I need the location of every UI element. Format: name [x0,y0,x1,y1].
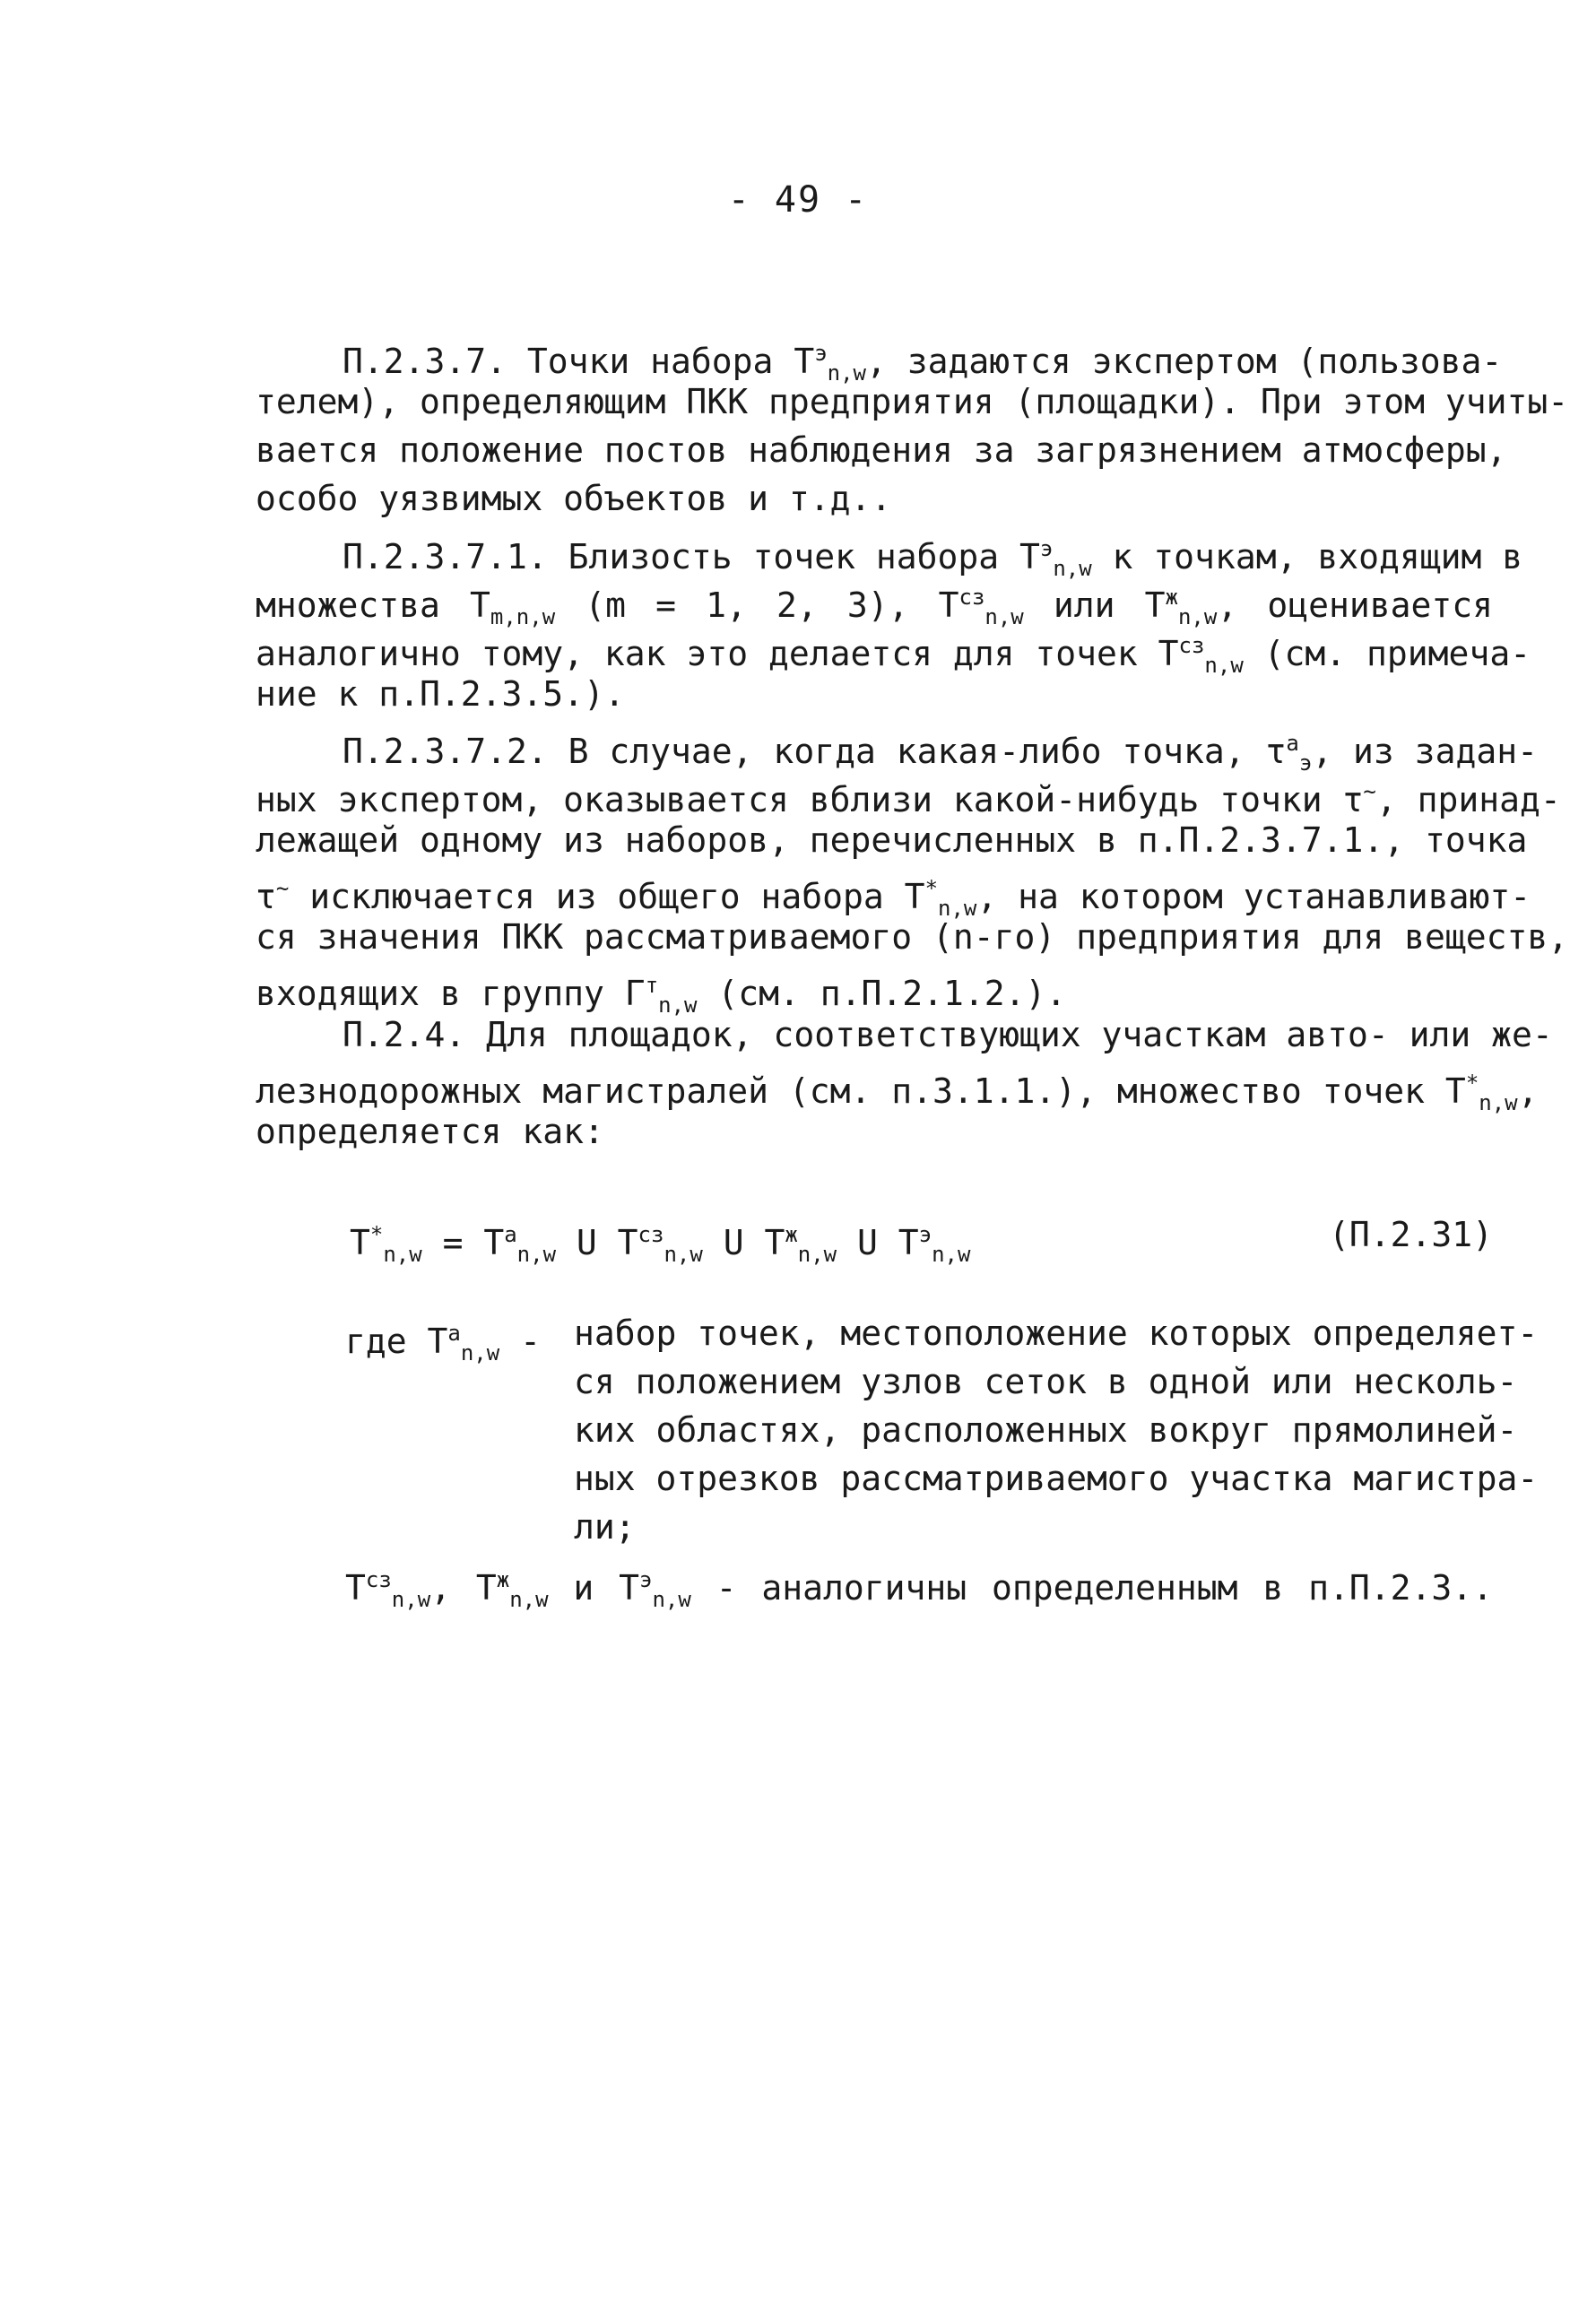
text-run: П.2.3.7.2. В случае, когда какая-либо точка, τ [343,732,1287,771]
text-run: где Т [345,1322,448,1361]
page-number: - 49 - [727,179,869,221]
text-run: лезнодорожных магистралей (см. п.3.1.1.), множество точек Т [256,1071,1466,1111]
subscript: n,w [516,1242,557,1267]
paragraph-2-3-7-2-line-3: лежащей одному из наборов, перечисленных в п.П.2.3.7.1., точка [256,820,1528,860]
subscript: n,w [1177,604,1218,629]
where-line-5: ли; [574,1507,636,1547]
subscript: n,w [658,993,698,1018]
text-run: U Т [837,1223,919,1262]
paragraph-2-3-7-2-line-1 [343,719,1538,776]
superscript: a [504,1222,517,1247]
text-run: , принад- [1375,780,1561,819]
paragraph-2-3-7-1-line-1 [343,524,1523,581]
text-run: ных экспертом, оказывается вблизи какой-нибудь точки τ [256,780,1364,819]
text-run: - аналогичны определенным в п.П.2.3.. [690,1568,1493,1608]
subscript: n,w [932,1242,971,1267]
subscript: n,w [460,1340,500,1365]
paragraph-2-3-7-1-line-3 [256,621,1531,678]
superscript: э [814,341,828,366]
where-line-2: ся положением узлов сеток в одной или несколь- [574,1362,1518,1401]
subscript: n,w [652,1587,691,1612]
subscript: n,w [984,604,1024,629]
text-run: (см. п.П.2.1.2.). [697,974,1067,1013]
superscript: * [1465,1071,1479,1096]
paragraph-2-3-7-1-line-4: ние к п.П.2.3.5.). [256,674,625,714]
superscript: ж [1165,585,1178,610]
subscript: n,w [383,1242,422,1267]
superscript: э [1039,536,1054,561]
text-run: входящих в группу Г [256,974,646,1013]
paragraph-2-3-7-line-2: телем), определяющим ПКК предприятия (площадки). При этом учиты- [256,382,1569,421]
text-run: и Т [548,1568,640,1608]
superscript: э [639,1567,653,1592]
superscript: ~ [1363,779,1376,804]
superscript: ~ [275,876,290,901]
superscript: * [369,1222,384,1247]
subscript: n,w [1204,653,1244,678]
text-run: U Т [556,1223,638,1262]
superscript: * [924,876,939,901]
text-run: П.2.3.7. Точки набора Т [343,342,815,381]
text-run: , оценивается [1217,585,1493,625]
superscript: сз [1178,633,1205,658]
paragraph-2-4-line-2 [256,1059,1539,1115]
paragraph-2-3-7-2-line-6 [256,961,1493,1018]
definitions-line [345,1556,1493,1624]
where-line-1: набор точек, местоположение которых определяет- [574,1313,1539,1353]
text-run: или Т [1023,585,1166,625]
text-run: множества Т [256,585,490,625]
paragraph-2-3-7-line-3: вается положение постов наблюдения за загрязнением атмосферы, [256,430,1507,470]
subscript: n,w [938,896,977,921]
paragraph-2-4-line-3: определяется как: [256,1112,604,1151]
formula-p-2-31 [350,1210,970,1279]
text-run: аналогично тому, как это делается для точек Т [256,634,1179,673]
text-run: , из задан- [1312,732,1538,771]
superscript: сз [365,1567,392,1592]
paragraph-2-4-line-1: П.2.4. Для площадок, соответствующих участкам авто- или же- [343,1015,1553,1054]
subscript: n,w [664,1242,703,1267]
paragraph-2-3-7-2-line-5: ся значения ПКК рассматриваемого (n-го) предприятия для веществ, [256,917,1569,957]
text-run: П.2.3.7.1. Близость точек набора Т [343,537,1040,576]
where-line-4: ных отрезков рассматриваемого участка магистра- [574,1459,1539,1498]
subscript: n,w [827,360,867,386]
subscript: n,w [1479,1090,1518,1115]
superscript: a [1286,731,1299,756]
text-run: = Т [421,1223,505,1262]
superscript: a [447,1321,461,1346]
where-label [345,1309,541,1377]
superscript: ж [785,1222,798,1247]
superscript: э [918,1222,932,1247]
text-run: исключается из общего набора Т [289,877,925,916]
text-run: Т [350,1223,370,1262]
text-run: - [499,1322,541,1361]
superscript: сз [958,585,985,610]
paragraph-2-3-7-line-1 [343,329,1503,386]
text-run: Т [345,1568,366,1608]
paragraph-2-3-7-line-4: особо уязвимых объектов и т.д.. [256,479,892,518]
subscript: n,w [1053,556,1092,581]
subscript: э [1298,750,1313,776]
subscript: n,w [509,1587,549,1612]
paragraph-2-3-7-2-line-2 [256,767,1561,819]
subscript: n,w [797,1242,837,1267]
subscript: n,w [391,1587,431,1612]
paragraph-2-3-7-2-line-4 [256,864,1531,921]
text-run: , Т [430,1568,497,1608]
text-run: , задаются экспертом (пользова- [866,342,1503,381]
text-run: (m = 1, 2, 3), Т [555,585,959,625]
text-run: , на котором устанавливают- [976,877,1531,916]
text-run: , [1517,1071,1539,1111]
text-run: U Т [702,1223,785,1262]
paragraph-2-3-7-1-line-2 [256,573,1493,629]
text-run: (см. примеча- [1243,634,1531,673]
text-run: к точкам, входящим в [1091,537,1523,576]
where-line-3: ких областях, расположенных вокруг прямолиней- [574,1410,1518,1450]
subscript: m,n,w [490,604,556,629]
superscript: ж [496,1567,510,1592]
formula-number: (П.2.31) [1328,1215,1493,1254]
superscript: сз [638,1222,664,1247]
text-run: τ [256,877,276,916]
superscript: т [645,973,659,998]
